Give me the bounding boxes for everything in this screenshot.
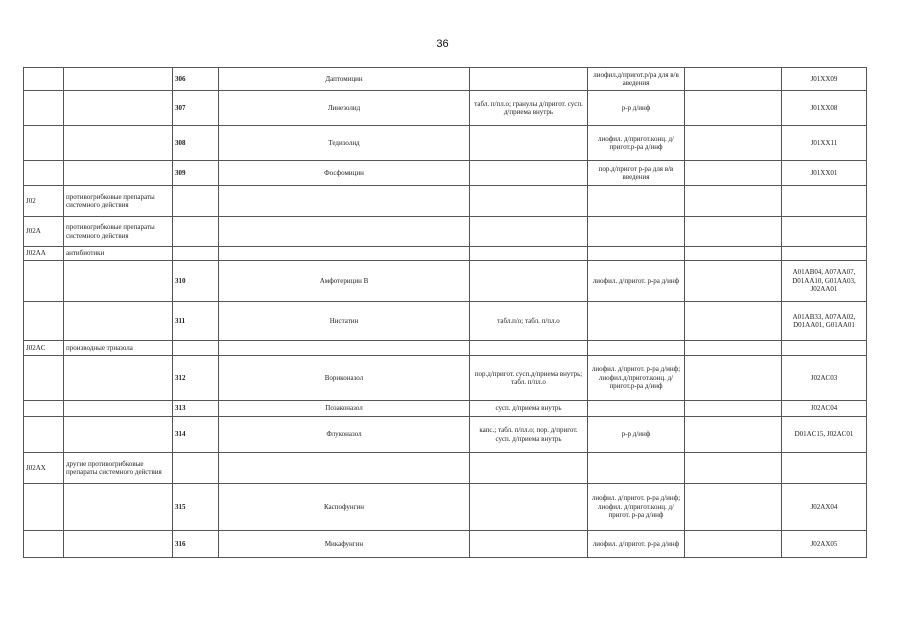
dosage-form-oral: капс.; табл. п/пл.о; пор. д/пригот. сусп. д/приема внутрь [470,417,588,453]
page-number: 36 [436,38,449,50]
dosage-form-injectable [588,247,685,261]
empty-cell [685,531,782,558]
atc-group-code [24,261,64,302]
atc-code [782,247,867,261]
dosage-form-oral [470,186,588,217]
dosage-form-oral: сусп. д/приема внутрь [470,401,588,417]
atc-group-name: противогрибковые препараты системного действия [64,186,173,217]
atc-code [782,341,867,356]
atc-code: J01XX09 [782,68,867,91]
drug-table [23,67,867,558]
drug-name: Тедизолид [219,126,470,161]
item-number [173,247,219,261]
atc-group-code: J02A [24,217,64,247]
item-number: 313 [173,401,219,417]
table-row [24,247,867,261]
table-row [24,531,867,558]
dosage-form-injectable: лиофил. д/пригот. р-ра д/инф [588,261,685,302]
drug-name: Микафунгин [219,531,470,558]
atc-code: J02AC04 [782,401,867,417]
table-row [24,68,867,91]
atc-group-code [24,531,64,558]
atc-group-code [24,484,64,531]
table-row [24,126,867,161]
dosage-form-oral [470,484,588,531]
empty-cell [685,401,782,417]
item-number [173,186,219,217]
empty-cell [685,91,782,126]
drug-name: Даптомицин [219,68,470,91]
drug-name: Линезолид [219,91,470,126]
item-number: 308 [173,126,219,161]
item-number: 307 [173,91,219,126]
table-row [24,484,867,531]
dosage-form-oral: табл. п/пл.о; гранулы д/пригот. суcп. д/приема внутрь [470,91,588,126]
drug-name: Вориконазол [219,356,470,401]
atc-code: A01AB33, A07AA02, D01AA01, G01AA01 [782,302,867,341]
empty-cell [685,186,782,217]
table-row [24,217,867,247]
empty-cell [685,302,782,341]
dosage-form-injectable [588,401,685,417]
empty-cell [685,356,782,401]
drug-name [219,341,470,356]
drug-name: Фосфомицин [219,161,470,186]
dosage-form-oral: табл.п/о; табл. п/пл.о [470,302,588,341]
atc-code: J02AX05 [782,531,867,558]
empty-cell [685,68,782,91]
atc-group-name [64,68,173,91]
table-row [24,161,867,186]
drug-name: Флуконазол [219,417,470,453]
drug-name: Амфотерицин В [219,261,470,302]
atc-group-code [24,91,64,126]
drug-name: Позаконазол [219,401,470,417]
atc-code [782,217,867,247]
table-row [24,453,867,484]
atc-group-name [64,91,173,126]
dosage-form-injectable [588,341,685,356]
empty-cell [685,161,782,186]
atc-group-name [64,401,173,417]
atc-group-name: противогрибковые препараты системного действия [64,217,173,247]
dosage-form-injectable: лиофил. д/пригот.конц. д/пригот.р-ра д/инф [588,126,685,161]
atc-group-name [64,484,173,531]
table-row [24,401,867,417]
item-number: 311 [173,302,219,341]
empty-cell [685,247,782,261]
atc-group-code: J02 [24,186,64,217]
dosage-form-oral: пор.д/пригот. сусп.д/приема внутрь; табл. п/пл.о [470,356,588,401]
dosage-form-injectable: лиофил. д/пригот. р-ра д/инф; лиофил.д/пригот.конц. д/пригот.р-ра д/инф [588,356,685,401]
atc-group-code: J02AC [24,341,64,356]
atc-group-name [64,356,173,401]
item-number: 312 [173,356,219,401]
item-number [173,341,219,356]
table-row [24,186,867,217]
atc-group-name: антибиотики [64,247,173,261]
empty-cell [685,453,782,484]
drug-name [219,217,470,247]
dosage-form-injectable [588,186,685,217]
table-row [24,417,867,453]
atc-group-name [64,417,173,453]
dosage-form-oral [470,247,588,261]
item-number: 315 [173,484,219,531]
atc-code: J01XX08 [782,91,867,126]
empty-cell [685,417,782,453]
item-number: 310 [173,261,219,302]
atc-group-name [64,161,173,186]
atc-group-code [24,126,64,161]
atc-group-code [24,68,64,91]
empty-cell [685,126,782,161]
atc-group-name [64,302,173,341]
drug-name [219,186,470,217]
atc-code [782,453,867,484]
drug-name: Каспофунгин [219,484,470,531]
atc-group-name: производные триазола [64,341,173,356]
dosage-form-injectable: лиофил.д/пригот.р/ра для в/в аведения [588,68,685,91]
item-number [173,453,219,484]
table-row [24,261,867,302]
atc-group-name [64,126,173,161]
dosage-form-oral [470,126,588,161]
atc-code: J01XX11 [782,126,867,161]
dosage-form-injectable: р-р д/инф [588,417,685,453]
drug-name: Нистатин [219,302,470,341]
atc-code: J02AC03 [782,356,867,401]
dosage-form-injectable: пор.д/пригот р-ра для в/в введения [588,161,685,186]
dosage-form-injectable: р-р д/инф [588,91,685,126]
item-number [173,217,219,247]
empty-cell [685,484,782,531]
table-row [24,341,867,356]
item-number: 306 [173,68,219,91]
dosage-form-oral [470,261,588,302]
dosage-form-oral [470,341,588,356]
atc-group-name [64,261,173,302]
atc-group-name [64,531,173,558]
empty-cell [685,217,782,247]
dosage-form-injectable [588,217,685,247]
atc-code: J02AX04 [782,484,867,531]
dosage-form-oral [470,217,588,247]
dosage-form-injectable: лиофил. д/пригот. р-ра д/инф; лиофил. д/пригот.конц. д/пригот. р-ра д/инф [588,484,685,531]
table-row [24,302,867,341]
atc-code: D01AC15, J02AC01 [782,417,867,453]
atc-code [782,186,867,217]
item-number: 316 [173,531,219,558]
drug-name [219,453,470,484]
dosage-form-injectable [588,453,685,484]
dosage-form-oral [470,453,588,484]
dosage-form-oral [470,531,588,558]
drug-name [219,247,470,261]
atc-code: J01XX01 [782,161,867,186]
empty-cell [685,341,782,356]
item-number: 314 [173,417,219,453]
atc-group-code [24,356,64,401]
table-body [24,68,867,558]
table-row [24,91,867,126]
dosage-form-injectable [588,302,685,341]
atc-code: A01AB04, A07AA07, D01AA10, G01AA03, J02AA01 [782,261,867,302]
dosage-form-oral [470,68,588,91]
atc-group-code [24,417,64,453]
atc-group-code [24,401,64,417]
atc-group-name: другие противогрибковые препараты системного действия [64,453,173,484]
atc-group-code [24,302,64,341]
empty-cell [685,261,782,302]
atc-group-code [24,161,64,186]
atc-group-code: J02AA [24,247,64,261]
item-number: 309 [173,161,219,186]
dosage-form-oral [470,161,588,186]
dosage-form-injectable: лиофил. д/пригот. р-ра д/инф [588,531,685,558]
atc-group-code: J02AX [24,453,64,484]
table-row [24,356,867,401]
